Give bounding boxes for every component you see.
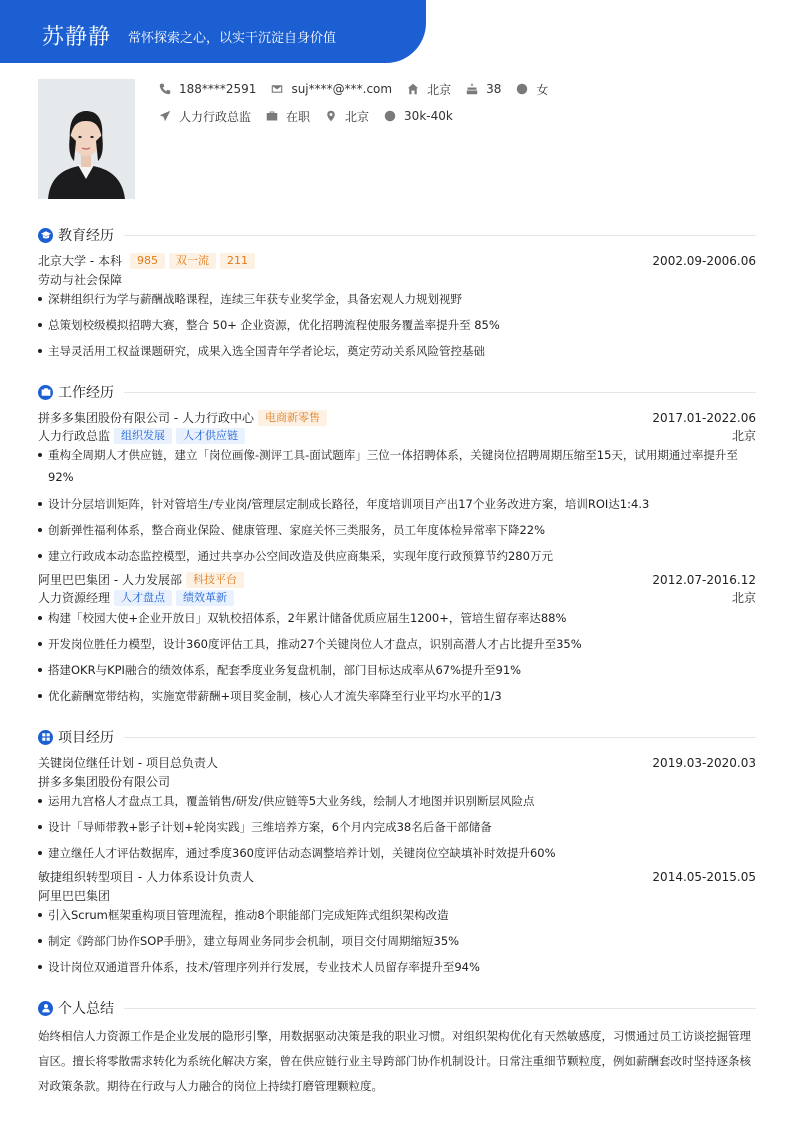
school-tag: 985 [130,253,165,269]
phone-item [158,81,256,97]
summary-text: 始终相信人力资源工作是企业发展的隐形引擎，用数据驱动决策是我的职业习惯。对组织架构优化有天然敏感度，习惯通过员工访谈挖掘管理盲区。擅长将零散需求转化为系统化解决方案，曾在供应链行业主导跨部门协作机制设计。日常注重细节颗粒度，例如薪酬套改时坚持逐条核对政策条款。期待在行政与人力融合的岗位上持续打磨管理颗粒度。 [38,1029,751,1093]
skill-tag: 组织发展 [114,428,172,444]
work-header-row [38,571,756,588]
list-item: 运用九宫格人才盘点工具，覆盖销售/研发/供应链等5大业务线，绘制人才地图并识别断层风险点 [38,790,756,812]
education-header-row [38,252,756,269]
mail-icon [270,83,283,96]
target-city-item [324,108,369,124]
grid-icon [38,730,53,745]
user-icon [38,1001,53,1016]
list-item: 建立行政成本动态监控模型，通过共享办公空间改造及供应商集采，实现年度行政预算节约280万元 [38,545,756,567]
age-text: 38 [486,82,502,96]
list-item: 重构全周期人才供应链，建立「岗位画像-测评工具-面试题库」三位一体招聘体系，关键岗位招聘周期压缩至15天，试用期通过率提升至92% [38,444,756,488]
company-name: 拼多多集团股份有限公司 - 人力行政中心 [38,411,254,425]
money-icon [383,110,396,123]
project-period: 2014.05-2015.05 [652,869,756,884]
list-item: 主导灵活用工权益课题研究，成果入选全国青年学者论坛，奠定劳动关系风险管控基础 [38,340,756,362]
section-divider [124,737,756,738]
candidate-name: 苏静静 [42,25,112,50]
list-item: 设计「导师带教+影子计划+轮岗实践」三维培养方案，6个月内完成38名后备干部储备 [38,816,756,838]
contact-row-1 [158,81,562,97]
major-name: 劳动与社会保障 [38,273,123,287]
school-name: 北京大学 - 本科 [38,254,122,268]
skill-tag: 人才供应链 [176,428,245,444]
school-tag: 双一流 [169,253,216,269]
work-location: 北京 [731,591,756,605]
list-item: 优化薪酬宽带结构，实施宽带薪酬+项目奖金制，核心人才流失率降至行业平均水平的1/3 [38,685,756,707]
project-header-row [38,754,756,771]
gender-item [515,81,548,97]
work-header-row [38,409,756,426]
section-divider [124,1008,756,1009]
gender-text: 女 [536,82,549,97]
status-text: 在职 [286,109,311,124]
project-org: 拼多多集团股份有限公司 [38,775,171,789]
home-icon [406,83,419,96]
list-item: 设计分层培训矩阵，针对管培生/专业岗/管理层定制成长路径，年度培训项目产出17个业务改进方案，培训ROI达1:4.3 [38,493,756,515]
list-item: 引入Scrum框架重构项目管理流程，推动8个职能部门完成矩阵式组织架构改造 [38,904,756,926]
industry-tag: 科技平台 [186,572,244,588]
candidate-slogan: 常怀探索之心，以实干沉淀自身价值 [128,31,337,46]
location-pin-icon [324,110,337,123]
target-city-text: 北京 [345,109,370,124]
position-text: 人力行政总监 [179,109,252,124]
school-tag: 211 [220,253,255,269]
company-name: 阿里巴巴集团 - 人力发展部 [38,573,182,587]
project-header-row [38,868,756,885]
age-item [465,81,501,97]
skill-tag: 绩效革新 [176,590,234,606]
list-item: 构建「校园大使+企业开放日」双轨校招体系，2年累计储备优质应届生1200+，管培生留存率达88% [38,607,756,629]
summary-heading: 个人总结 [58,1001,114,1017]
job-title: 人力资源经理 [38,591,111,605]
work-section-title [38,382,756,402]
industry-tag: 电商新零售 [258,410,327,426]
project-section-title [38,727,756,747]
send-icon [158,110,171,123]
email-item [270,81,392,97]
portrait-image [38,79,135,199]
contact-row-2 [158,108,467,124]
work-period: 2012.07-2016.12 [652,572,756,587]
list-item: 总策划校级模拟招聘大赛，整合 50+ 企业资源，优化招聘流程使服务覆盖率提升至 85% [38,314,756,336]
project-name: 关键岗位继任计划 - 项目总负责人 [38,756,218,770]
project-heading: 项目经历 [58,730,114,746]
work-location: 北京 [731,429,756,443]
list-item: 搭建OKR与KPI融合的绩效体系，配套季度业务复盘机制，部门目标达成率从67%提升至91% [38,659,756,681]
summary-section-title [38,998,756,1018]
briefcase-icon [38,385,53,400]
skill-tag: 人才盘点 [114,590,172,606]
cake-icon [465,83,478,96]
phone-icon [158,83,171,96]
city-item [406,81,451,97]
email-text: suj****@***.com [291,82,393,96]
education-period: 2002.09-2006.06 [652,253,756,268]
list-item: 制定《跨部门协作SOP手册》，建立每周业务同步会机制，项目交付周期缩短35% [38,930,756,952]
graduation-cap-icon [38,228,53,243]
salary-item [383,108,453,124]
salary-text: 30k-40k [404,109,453,123]
section-divider [124,392,756,393]
education-section-title [38,225,756,245]
work-period: 2017.01-2022.06 [652,410,756,425]
city-text: 北京 [427,82,452,97]
briefcase-icon [265,110,278,123]
list-item: 深耕组织行为学与薪酬战略课程，连续三年获专业奖学金，具备宏观人力规划视野 [38,288,756,310]
gender-icon [515,83,528,96]
position-item [158,108,251,124]
project-name: 敏捷组织转型项目 - 人力体系设计负责人 [38,870,254,884]
list-item: 建立继任人才评估数据库，通过季度360度评估动态调整培养计划，关键岗位空缺填补时效提升60% [38,842,756,864]
work-heading: 工作经历 [58,385,114,401]
job-title: 人力行政总监 [38,429,111,443]
work-title-row [38,427,756,444]
status-item [265,108,310,124]
phone-text: 188****2591 [179,82,257,96]
list-item: 创新弹性福利体系，整合商业保险、健康管理、家庭关怀三类服务，员工年度体检异常率下降22% [38,519,756,541]
education-heading: 教育经历 [58,228,114,244]
project-org: 阿里巴巴集团 [38,889,111,903]
header-banner [0,0,426,63]
list-item: 开发岗位胜任力模型，设计360度评估工具，推动27个关键岗位人才盘点，识别高潜人才占比提升至35% [38,633,756,655]
list-item: 设计岗位双通道晋升体系，技术/管理序列并行发展，专业技术人员留存率提升至94% [38,956,756,978]
section-divider [124,235,756,236]
profile-photo [38,79,135,199]
project-period: 2019.03-2020.03 [652,755,756,770]
work-title-row [38,589,756,606]
